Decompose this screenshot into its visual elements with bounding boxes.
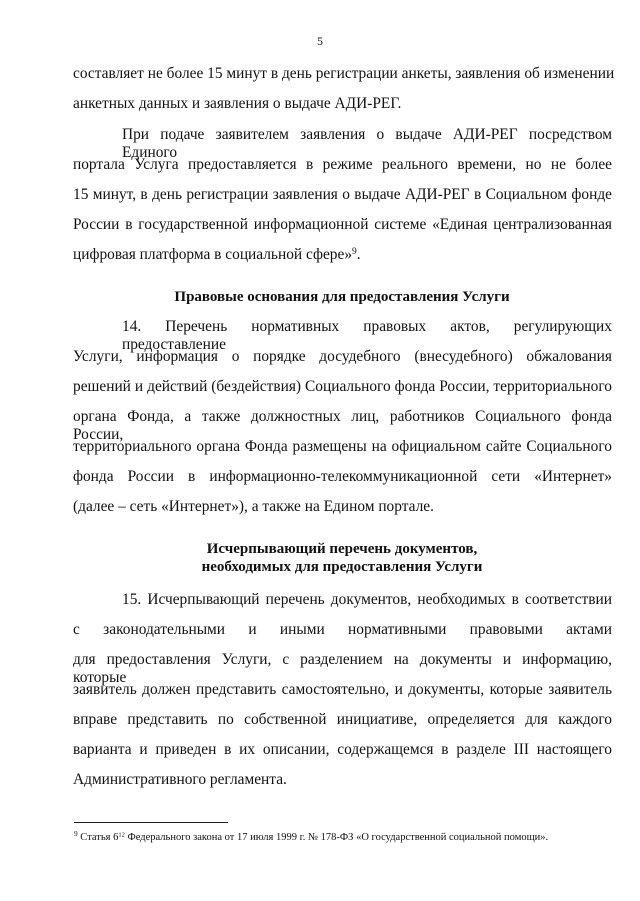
paragraph-line: составляет не более 15 минут в день регистрации анкеты, заявления об изменении <box>73 65 615 82</box>
paragraph-line: заявитель должен представить самостоятельно, и документы, которые заявитель <box>73 681 612 698</box>
paragraph-line: варианта и приведен в их описании, содержащемся в разделе III настоящего <box>73 741 612 758</box>
paragraph-line: (далее – сеть «Интернет»), а также на Едином портале. <box>73 498 434 515</box>
paragraph-line: территориального органа Фонда размещены на официальном сайте Социального <box>73 438 612 455</box>
paragraph-line: портала Услуга предоставляется в режиме реального времени, но не более <box>73 156 612 173</box>
paragraph-line: органа Фонда, а также должностных лиц, работников Социального фонда России, <box>73 408 612 443</box>
footnote-reference: 9 <box>352 245 357 257</box>
paragraph-line: с законодательными и иными нормативными правовыми актами <box>73 621 612 638</box>
paragraph-line: При подаче заявителем заявления о выдаче АДИ-РЕГ посредством Единого <box>122 126 612 161</box>
paragraph-line-with-footnote <box>73 246 361 264</box>
paragraph-line: для предоставления Услуги, с разделением на документы и информацию, которые <box>73 651 612 686</box>
paragraph-line: фонда России в информационно-телекоммуникационной сети «Интернет» <box>73 468 612 485</box>
section-heading: Правовые основания для предоставления Услуги <box>174 289 510 305</box>
page-number: 5 <box>317 34 323 48</box>
article-superscript: 12 <box>118 831 125 839</box>
paragraph-line: 14. Перечень нормативных правовых актов, регулирующих предоставление <box>122 318 612 353</box>
paragraph-line: Услуги, информация о порядке досудебного (внесудебного) обжалования <box>73 348 612 365</box>
paragraph-line: 15. Исчерпывающий перечень документов, необходимых в соответствии <box>122 591 612 608</box>
paragraph-line: 15 минут, в день регистрации заявления о выдаче АДИ-РЕГ в Социальном фонде <box>73 186 612 203</box>
paragraph-line: анкетных данных и заявления о выдаче АДИ-РЕГ. <box>73 95 402 112</box>
section-heading: Исчерпывающий перечень документов, <box>206 541 478 557</box>
paragraph-line: решений и действий (бездействия) Социального фонда России, территориального <box>73 378 612 395</box>
paragraph-line: вправе представить по собственной инициативе, определяется для каждого <box>73 711 612 728</box>
paragraph-text: . <box>356 246 361 263</box>
footnote-mark: 9 <box>74 828 78 838</box>
footnote-text: Федерального закона от 17 июля 1999 г. № 178-ФЗ «О государственной социальной помощи». <box>124 832 549 843</box>
footnote <box>74 828 549 845</box>
paragraph-line: Административного регламента. <box>73 771 287 788</box>
footnote-separator <box>74 822 228 823</box>
paragraph-line: России в государственной информационной системе «Единая централизованная <box>73 216 612 233</box>
paragraph-text: цифровая платформа в социальной сфере» <box>73 246 353 263</box>
footnote-text: Статья 6 <box>77 832 119 843</box>
section-heading: необходимых для предоставления Услуги <box>201 559 483 575</box>
